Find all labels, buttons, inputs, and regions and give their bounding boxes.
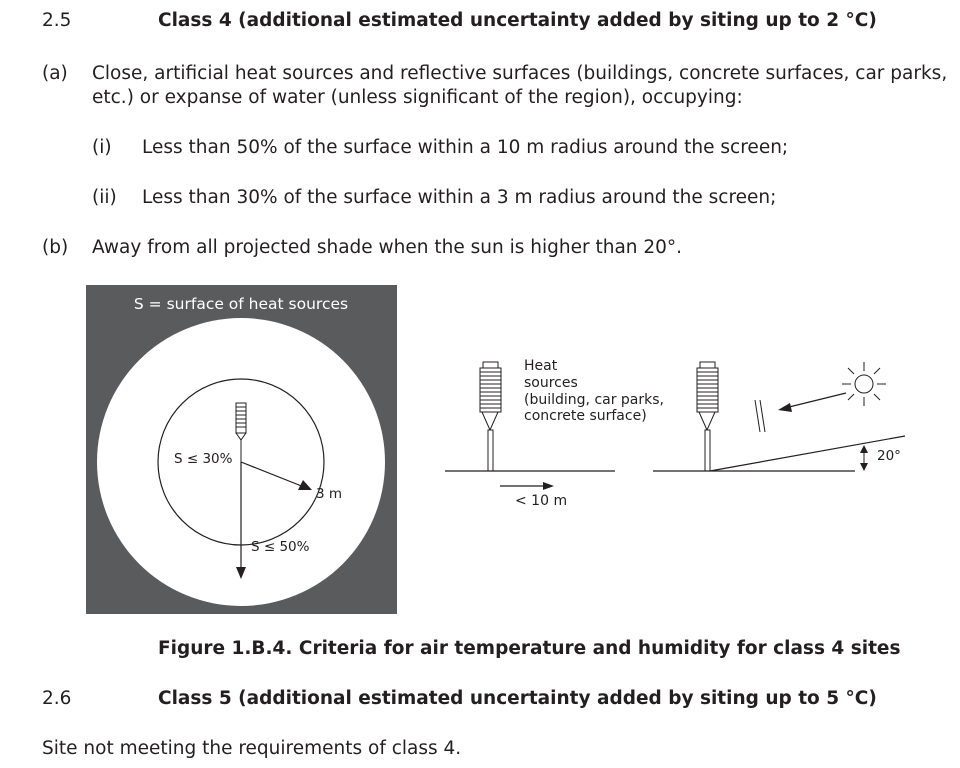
- inner-radius-label: 3 m: [316, 486, 343, 502]
- sun-ray-arrowhead: [778, 403, 792, 412]
- heat-label-line-2: sources: [524, 375, 578, 391]
- panel-title: S = surface of heat sources: [133, 295, 349, 313]
- item-a-i-text: Less than 50% of the surface within a 10 m radius around the screen;: [142, 137, 789, 158]
- item-a-line-2: etc.) or expanse of water (unless significant of the region), occupying:: [92, 87, 743, 108]
- figure-heat-source-diagram: [440, 350, 664, 515]
- section-heading: Class 4 (additional estimated uncertainty added by siting up to 2 °C): [158, 10, 877, 31]
- heat-label-line-1: Heat: [524, 358, 558, 374]
- item-a-line-1: Close, artificial heat sources and reflective surfaces (buildings, concrete surfaces, car parks,: [92, 63, 948, 84]
- item-b-text: Away from all projected shade when the sun is higher than 20°.: [92, 237, 683, 258]
- section-heading: Class 5 (additional estimated uncertainty added by siting up to 5 °C): [158, 688, 877, 709]
- distance-arrowhead: [543, 482, 554, 490]
- outer-share-label: S ≤ 50%: [251, 539, 310, 555]
- item-a-ii-text: Less than 30% of the surface within a 3 m radius around the screen;: [142, 187, 777, 208]
- list-marker-ii: (ii): [92, 187, 117, 208]
- sun-ray-arrow: [785, 393, 846, 408]
- angle-arrowhead-up: [860, 445, 868, 453]
- closing-paragraph: Site not meeting the requirements of class 4.: [42, 738, 462, 759]
- outer-radius-label: 10 m: [224, 591, 260, 607]
- list-marker-b: (b): [42, 237, 69, 258]
- screen-icon: [480, 362, 501, 471]
- angle-arrowhead-down: [860, 463, 868, 471]
- elevation-line: [710, 436, 905, 471]
- section-number: 2.5: [42, 10, 72, 31]
- angle-label: 20°: [877, 448, 901, 464]
- inner-share-label: S ≤ 30%: [174, 451, 233, 467]
- distance-label: < 10 m: [515, 493, 568, 509]
- figure-radius-diagram: [86, 285, 397, 614]
- section-number: 2.6: [42, 688, 72, 709]
- heat-label-line-4: concrete surface): [524, 408, 647, 424]
- heat-label-line-3: (building, car parks,: [524, 392, 664, 408]
- list-marker-a: (a): [42, 63, 68, 84]
- sun-icon: [842, 362, 886, 406]
- list-marker-i: (i): [92, 137, 112, 158]
- figure-caption: Figure 1.B.4. Criteria for air temperature and humidity for class 4 sites: [158, 638, 901, 659]
- figure-shade-diagram: [650, 350, 910, 480]
- shade-obstacle-mark: [760, 400, 765, 432]
- screen-icon: [697, 362, 718, 471]
- shade-obstacle-mark: [755, 400, 760, 432]
